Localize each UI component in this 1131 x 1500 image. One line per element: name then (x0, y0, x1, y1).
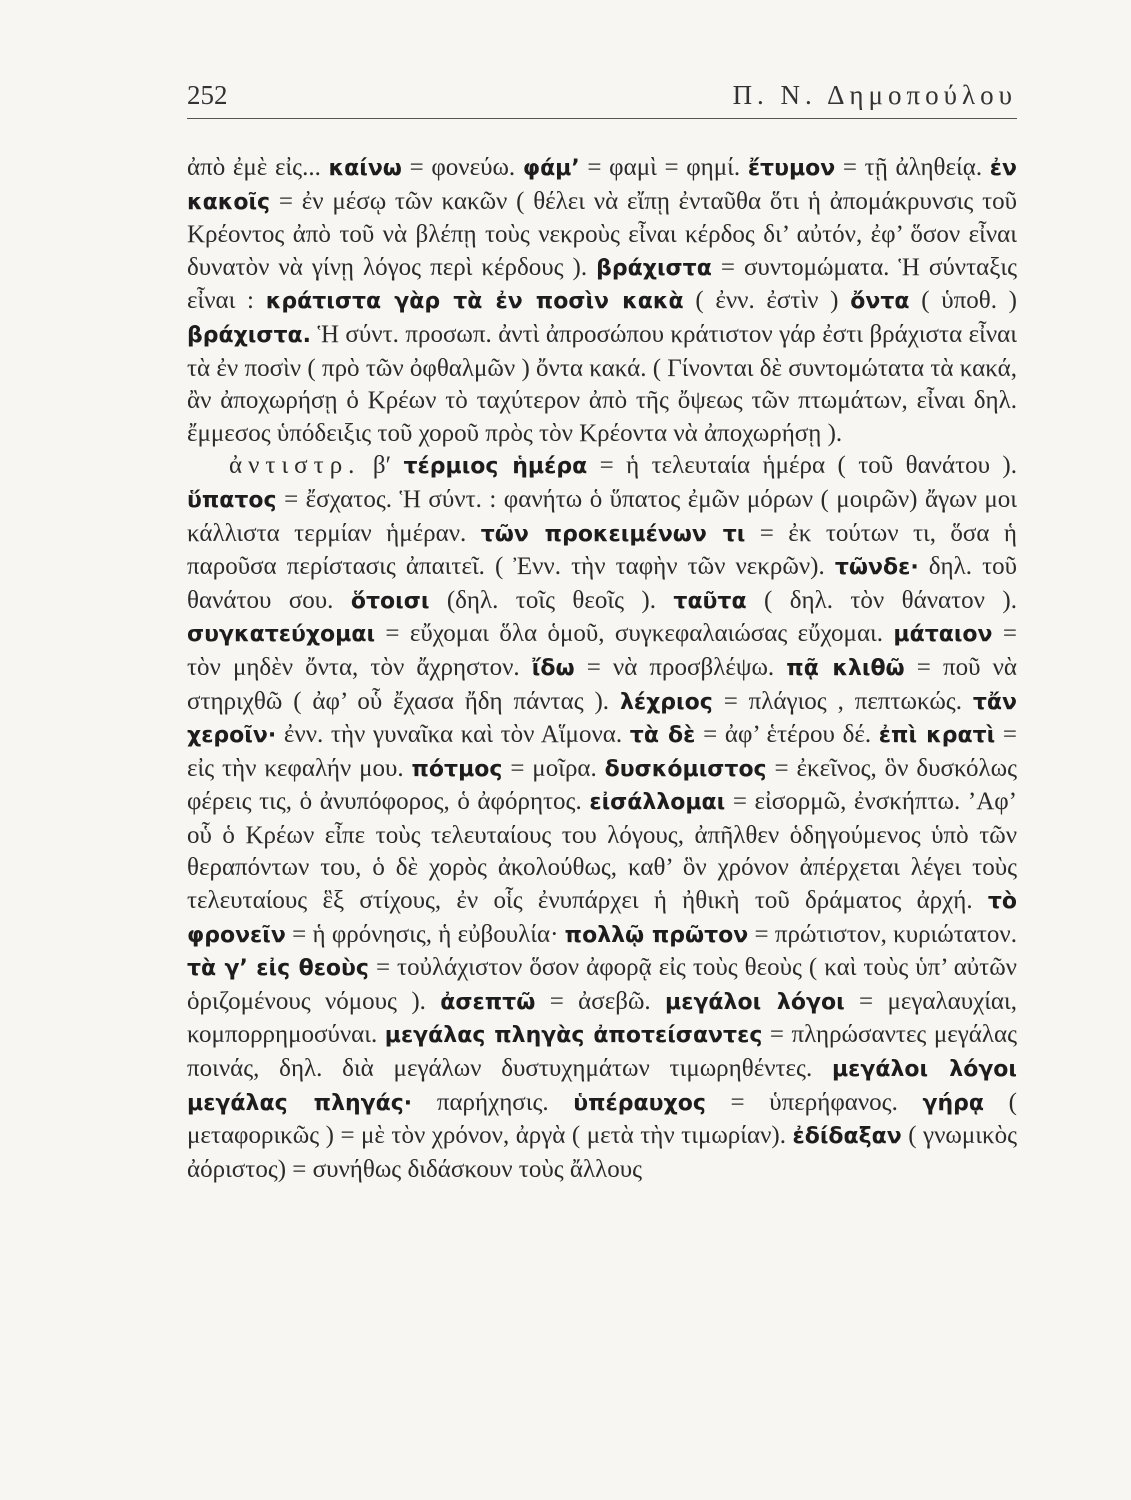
lemma-term: ἴδω (531, 655, 575, 681)
lemma-term: γήρᾳ (922, 1090, 984, 1116)
gloss-text: = πληρώσαντες μεγάλας ποινάς, δηλ. διὰ μεγάλων δυστυχημάτων τιμωρηθέντες. (187, 1021, 1018, 1083)
gloss-text: ( ὑποθ. ) (909, 287, 1017, 315)
gloss-text: = ἀφ’ ἑτέρου δέ. (695, 721, 879, 749)
gloss-text: = τῇ ἀληθείᾳ. (835, 154, 990, 181)
lemma-term: κράτιστα γὰρ τὰ ἐν ποσὶν κακὰ (265, 289, 684, 315)
gloss-text: ( μεταφορικῶς ) = μὲ τὸν χρόνον, ἀργὰ ( μετὰ τὴν τιμωρίαν). (187, 1088, 1017, 1150)
lemma-term: τἄν χεροῖν· (187, 689, 1017, 749)
lemma-term: λέχριος (619, 689, 713, 715)
gloss-text: = ἀσεβῶ. (535, 987, 666, 1015)
gloss-text: = ἐκ τούτων τι, ὅσα ἡ παροῦσα περίστασις ἀπαιτεῖ. ( Ἐνν. τὴν ταφὴν τῶν νεκρῶν). (187, 519, 1017, 581)
gloss-text: ἀπὸ ἐμὲ εἰς... (187, 154, 329, 181)
gloss-text: Ἡ σύντ. προσωπ. ἀντὶ ἀπροσώπου κράτιστον γάρ ἐστι βράχιστα εἶναι τὰ ἐν ποσὶν ( πρὸ τῶν ὀφθαλμῶν ) ὄντα κακά. ( Γίνονται δὲ συντομώτατα τὰ κακά, ἂν ἀποχωρήσῃ ὁ Κρέων τὸ ταχύτερον ἀπὸ τῆς ὄψεως τῶν πτωμάτων, εἶναι δηλ. ἔμμεσος ὑπόδειξις τοῦ χοροῦ πρὸς τὸν Κρέοντα νὰ ἀποχωρήσῃ ). (187, 320, 1017, 447)
lemma-term: δυσκόμιστος (604, 756, 767, 782)
lemma-term: ὕπατος (187, 487, 277, 513)
lemma-term: πολλῷ πρῶτον (564, 922, 749, 948)
gloss-text: = ἔσχατος. Ἡ σύντ. : φανήτω ὁ ὕπατος ἐμῶν μόρων ( μοιρῶν) ἄγων μοι κάλλιστα τερμίαν ἡμέραν. (187, 485, 1017, 547)
gloss-text: = μεγαλαυχίαι, κομπορρημοσύναι. (187, 987, 1018, 1049)
lemma-term: ἐπὶ κρατὶ (878, 723, 996, 749)
lemma-term: πᾷ κλιθῶ (786, 655, 905, 681)
lemma-term: εἰσάλλομαι (589, 790, 726, 816)
gloss-text: = ἡ φρόνησις, ἡ εὐβουλία· (285, 920, 565, 948)
lemma-term: μάταιον (893, 622, 993, 648)
gloss-text: = εἰς τὴν κεφαλήν μου. (187, 721, 1017, 782)
lemma-term: ὄντα (850, 289, 910, 315)
gloss-text: ( δηλ. τὸν θάνατον ). (746, 586, 1017, 614)
lemma-term: ἐν κακοῖς (187, 156, 1017, 215)
gloss-text: = μοῖρα. (502, 754, 605, 782)
lemma-term: τὰ γ’ εἰς θεοὺς (187, 956, 369, 982)
lemma-term: βράχιστα (596, 255, 712, 281)
lemma-term: μεγάλοι λόγοι μεγάλας πληγάς· (187, 1057, 1017, 1116)
lemma-term: πότμος (411, 756, 503, 782)
gloss-text: = πλάγιος , πεπτωκώς. (712, 687, 973, 715)
gloss-text: = τοὐλάχιστον ὅσον ἀφορᾷ εἰς τοὺς θεοὺς ( καὶ τοὺς ὑπ’ αὐτῶν ὁριζομένους νόμους ). (187, 954, 1017, 1015)
running-head: Π. Ν. Δημοπούλου (732, 80, 1017, 110)
gloss-text: = πρώτιστον, κυριώτατον. (748, 920, 1017, 948)
lemma-term: ἀσεπτῶ (440, 989, 536, 1015)
lemma-term: ὅτοισι (350, 588, 430, 614)
gloss-text: = ὑπερήφανος. (705, 1088, 923, 1116)
lemma-term: τὸ φρονεῖν (187, 889, 1017, 948)
lemma-term: μεγάλας πληγὰς ἀποτείσαντες (384, 1023, 763, 1049)
lemma-term: συγκατεύχομαι (187, 622, 376, 648)
commentary-text (187, 152, 1017, 1186)
gloss-text: = εὔχομαι ὅλα ὁμοῦ, συγκεφαλαιώσας εὔχομαι. (375, 620, 894, 648)
gloss-text: ἐνν. τὴν γυναῖκα καὶ τὸν Αἵμονα. (276, 721, 630, 749)
commentary-paragraph-antistrophe (187, 450, 1017, 1186)
lemma-term: τέρμιος ἡμέρα (403, 454, 588, 480)
page-header (187, 74, 1017, 119)
gloss-text: (δηλ. τοῖς θεοῖς ). (429, 586, 674, 614)
gloss-text: = ἡ τελευταία ἡμέρα ( τοῦ θανάτου ). (587, 452, 1017, 480)
gloss-text: = ποῦ νὰ στηριχθῶ ( ἀφ’ οὗ ἔχασα ἤδη πάντας ). (187, 653, 1017, 715)
gloss-text: = φαμὶ = φημί. (579, 154, 748, 181)
commentary-paragraph-1 (187, 152, 1017, 450)
lemma-term: τῶνδε· (834, 555, 919, 581)
gloss-text: = φονεύω. (401, 154, 523, 181)
lemma-term: βράχιστα. (187, 322, 312, 348)
lemma-term: τῶν προκειμένων τι (480, 521, 746, 547)
section-label: ἀντιστρ. (229, 452, 361, 480)
gloss-text: = νὰ προσβλέψω. (574, 653, 787, 681)
gloss-text: ( ἐνν. ἐστὶν ) (683, 287, 851, 315)
page-number: 252 (187, 80, 228, 110)
gloss-text: = ἐκεῖνος, ὃν δυσκόλως φέρεις τις, ὁ ἀνυπόφορος, ὁ ἀφόρητος. (187, 754, 1017, 816)
gloss-text: παρήχησις. (412, 1088, 574, 1116)
gloss-text: = συντομώματα. Ἡ σύνταξις εἶναι : (187, 253, 1017, 315)
gloss-text: = ἐν μέσῳ τῶν κακῶν ( θέλει νὰ εἴπῃ ἐνταῦθα ὅτι ἡ ἀπομάκρυνσις τοῦ Κρέοντος ἀπὸ τοῦ νὰ βλέπῃ τοὺς νεκροὺς εἶναι κέρδος δι’ αὐτόν, ἐφ’ ὅσον εἶναι δυνατὸν νὰ γίνῃ λόγος περὶ κέρδους ). (187, 187, 1017, 281)
lemma-term: ταῦτα (673, 588, 747, 614)
lemma-term: τὰ δὲ (629, 723, 696, 749)
gloss-text: = τὸν μηδὲν ὄντα, τὸν ἄχρηστον. (187, 620, 1017, 681)
lemma-term: καίνω (328, 156, 402, 181)
lemma-term: ὑπέραυχος (573, 1090, 706, 1116)
lemma-term: φάμ’ (522, 156, 580, 181)
lemma-term: ἔτυμον (747, 156, 836, 181)
gloss-text: = εἰσορμῶ, ἐνσκήπτω. ’Αφ’ οὗ ὁ Κρέων εἶπε τοὺς τελευταίους του λόγους, ἀπῆλθεν ὁδηγούμενος ὑπὸ τῶν θεραπόντων του, ὁ δὲ χορὸς ἀκολούθως, καθ’ ὃν χρόνον ἀπέρχεται λέγει τοὺς τελευταίους ἓξ στίχους, ἐν οἷς ἐνυπάρχει ἡ ἠθικὴ τοῦ δράματος ἀρχή. (187, 788, 1017, 915)
lemma-term: ἐδίδαξαν (792, 1124, 902, 1150)
lemma-term: μεγάλοι λόγοι (665, 989, 845, 1015)
gloss-text: ( γνωμικὸς ἀόριστος) = συνήθως διδάσκουν τοὺς ἄλλους (187, 1122, 1017, 1183)
gloss-text: β′ (360, 452, 404, 480)
gloss-text: δηλ. τοῦ θανάτου σου. (187, 553, 1018, 614)
